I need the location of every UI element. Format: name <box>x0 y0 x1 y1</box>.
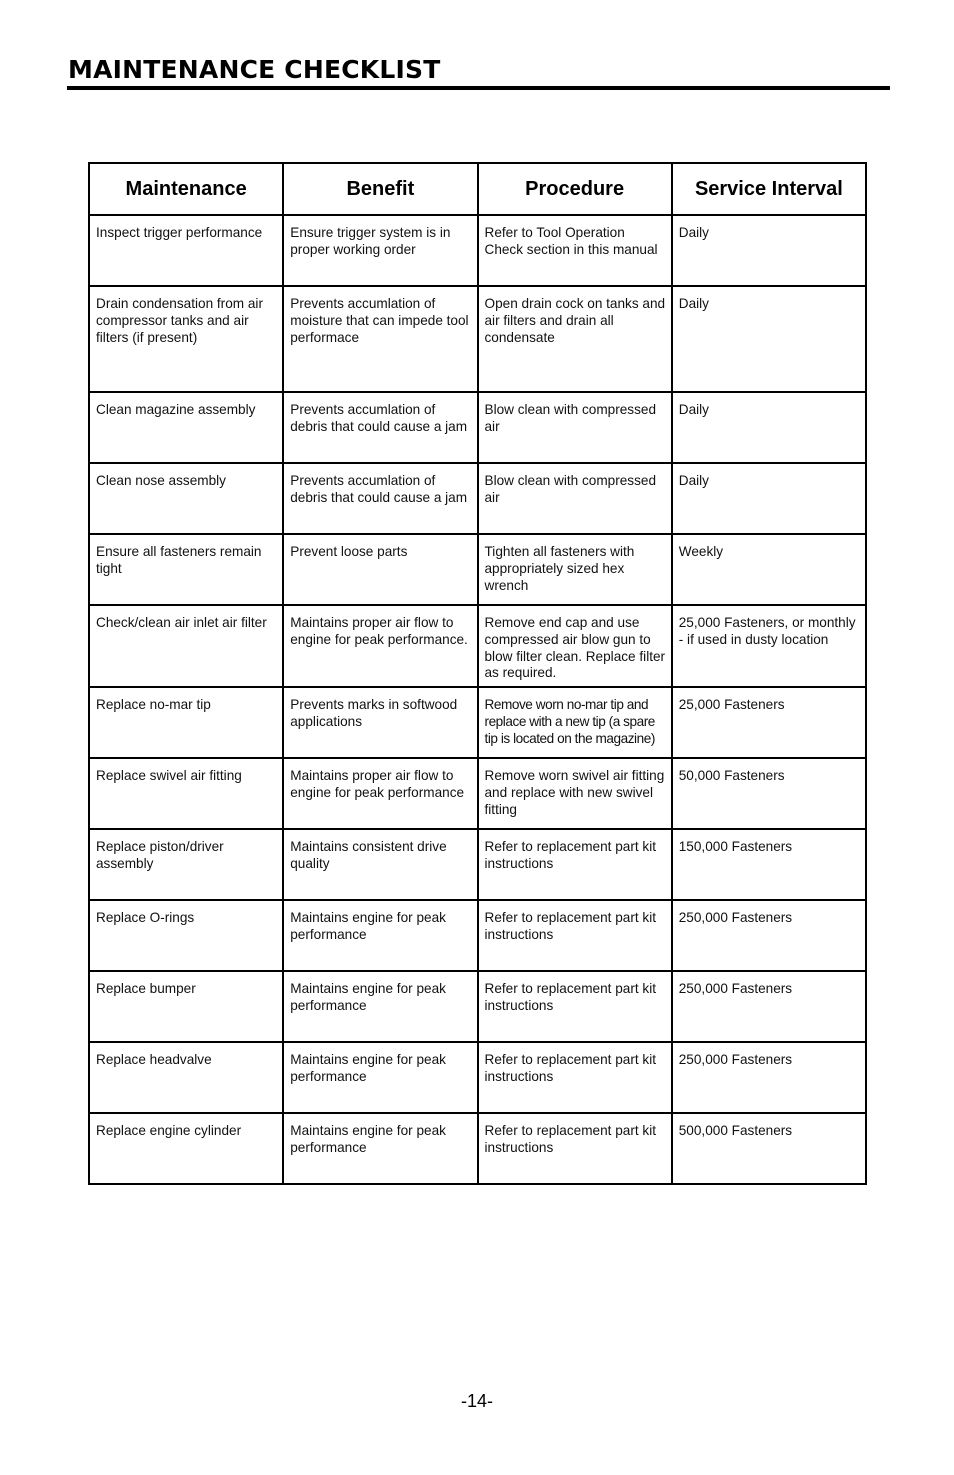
maintenance-cell: Replace bumper <box>89 971 283 1042</box>
benefit-cell: Maintains proper air flow to engine for peak performance <box>283 758 477 829</box>
procedure-cell: Refer to replacement part kit instructions <box>478 1042 672 1113</box>
procedure-cell: Blow clean with compressed air <box>478 392 672 463</box>
interval-cell: 250,000 Fasteners <box>672 971 866 1042</box>
procedure-cell: Refer to replacement part kit instructions <box>478 1113 672 1184</box>
table-row <box>89 971 866 1042</box>
maintenance-cell: Replace swivel air fitting <box>89 758 283 829</box>
maintenance-cell: Clean magazine assembly <box>89 392 283 463</box>
maintenance-cell: Drain condensation from air compressor tanks and air filters (if present) <box>89 286 283 392</box>
benefit-cell: Prevents accumlation of moisture that can impede tool performace <box>283 286 477 392</box>
interval-cell: Daily <box>672 215 866 286</box>
benefit-cell: Maintains engine for peak performance <box>283 971 477 1042</box>
interval-cell: Daily <box>672 286 866 392</box>
page-number: -14- <box>460 1391 493 1411</box>
procedure-cell: Refer to replacement part kit instructions <box>478 900 672 971</box>
benefit-cell: Prevents accumlation of debris that could cause a jam <box>283 463 477 534</box>
procedure-cell: Tighten all fasteners with appropriately sized hex wrench <box>478 534 672 605</box>
maintenance-cell: Check/clean air inlet air filter <box>89 605 283 687</box>
title-rule <box>67 86 890 90</box>
benefit-cell: Maintains engine for peak performance <box>283 900 477 971</box>
procedure-cell: Open drain cock on tanks and air filters and drain all condensate <box>478 286 672 392</box>
procedure-cell: Remove worn swivel air fitting and replace with new swivel fitting <box>478 758 672 829</box>
table-row <box>89 900 866 971</box>
benefit-cell: Maintains engine for peak performance <box>283 1042 477 1113</box>
table-row <box>89 1113 866 1184</box>
interval-cell: Daily <box>672 463 866 534</box>
benefit-cell: Prevents accumlation of debris that could cause a jam <box>283 392 477 463</box>
table-row <box>89 605 866 687</box>
column-header-maintenance: Maintenance <box>89 163 283 215</box>
maintenance-cell: Replace piston/driver assembly <box>89 829 283 900</box>
column-header-procedure: Procedure <box>478 163 672 215</box>
table-row <box>89 215 866 286</box>
column-header-service-interval: Service Interval <box>672 163 866 215</box>
interval-cell: 150,000 Fasteners <box>672 829 866 900</box>
maintenance-cell: Ensure all fasteners remain tight <box>89 534 283 605</box>
benefit-cell: Prevents marks in softwood applications <box>283 687 477 758</box>
benefit-cell: Maintains consistent drive quality <box>283 829 477 900</box>
table-header-row <box>89 163 866 215</box>
interval-cell: 250,000 Fasteners <box>672 900 866 971</box>
procedure-cell: Blow clean with compressed air <box>478 463 672 534</box>
maintenance-cell: Replace headvalve <box>89 1042 283 1113</box>
maintenance-cell: Clean nose assembly <box>89 463 283 534</box>
procedure-cell: Refer to replacement part kit instructions <box>478 971 672 1042</box>
benefit-cell: Maintains engine for peak performance <box>283 1113 477 1184</box>
interval-cell: 500,000 Fasteners <box>672 1113 866 1184</box>
table-row <box>89 463 866 534</box>
benefit-cell: Maintains proper air flow to engine for peak performance. <box>283 605 477 687</box>
table-row <box>89 758 866 829</box>
maintenance-table <box>88 162 867 1185</box>
interval-cell: 250,000 Fasteners <box>672 1042 866 1113</box>
page-title: MAINTENANCE CHECKLIST <box>68 55 441 84</box>
benefit-cell: Prevent loose parts <box>283 534 477 605</box>
table-row <box>89 687 866 758</box>
interval-cell: 25,000 Fasteners <box>672 687 866 758</box>
interval-cell: 50,000 Fasteners <box>672 758 866 829</box>
maintenance-cell: Replace engine cylinder <box>89 1113 283 1184</box>
maintenance-cell: Replace no-mar tip <box>89 687 283 758</box>
maintenance-cell: Inspect trigger performance <box>89 215 283 286</box>
table-row <box>89 1042 866 1113</box>
procedure-cell: Remove end cap and use compressed air blow gun to blow filter clean. Replace filter as required. <box>478 605 672 687</box>
table-row <box>89 534 866 605</box>
column-header-benefit: Benefit <box>283 163 477 215</box>
procedure-cell: Refer to replacement part kit instructions <box>478 829 672 900</box>
benefit-cell: Ensure trigger system is in proper working order <box>283 215 477 286</box>
interval-cell: 25,000 Fasteners, or monthly - if used in dusty location <box>672 605 866 687</box>
table-row <box>89 286 866 392</box>
table-row <box>89 392 866 463</box>
interval-cell: Daily <box>672 392 866 463</box>
maintenance-cell: Replace O-rings <box>89 900 283 971</box>
procedure-cell: Remove worn no-mar tip and replace with a new tip (a spare tip is located on the magazine) <box>478 687 672 758</box>
table-row <box>89 829 866 900</box>
interval-cell: Weekly <box>672 534 866 605</box>
procedure-cell: Refer to Tool Operation Check section in this manual <box>478 215 672 286</box>
